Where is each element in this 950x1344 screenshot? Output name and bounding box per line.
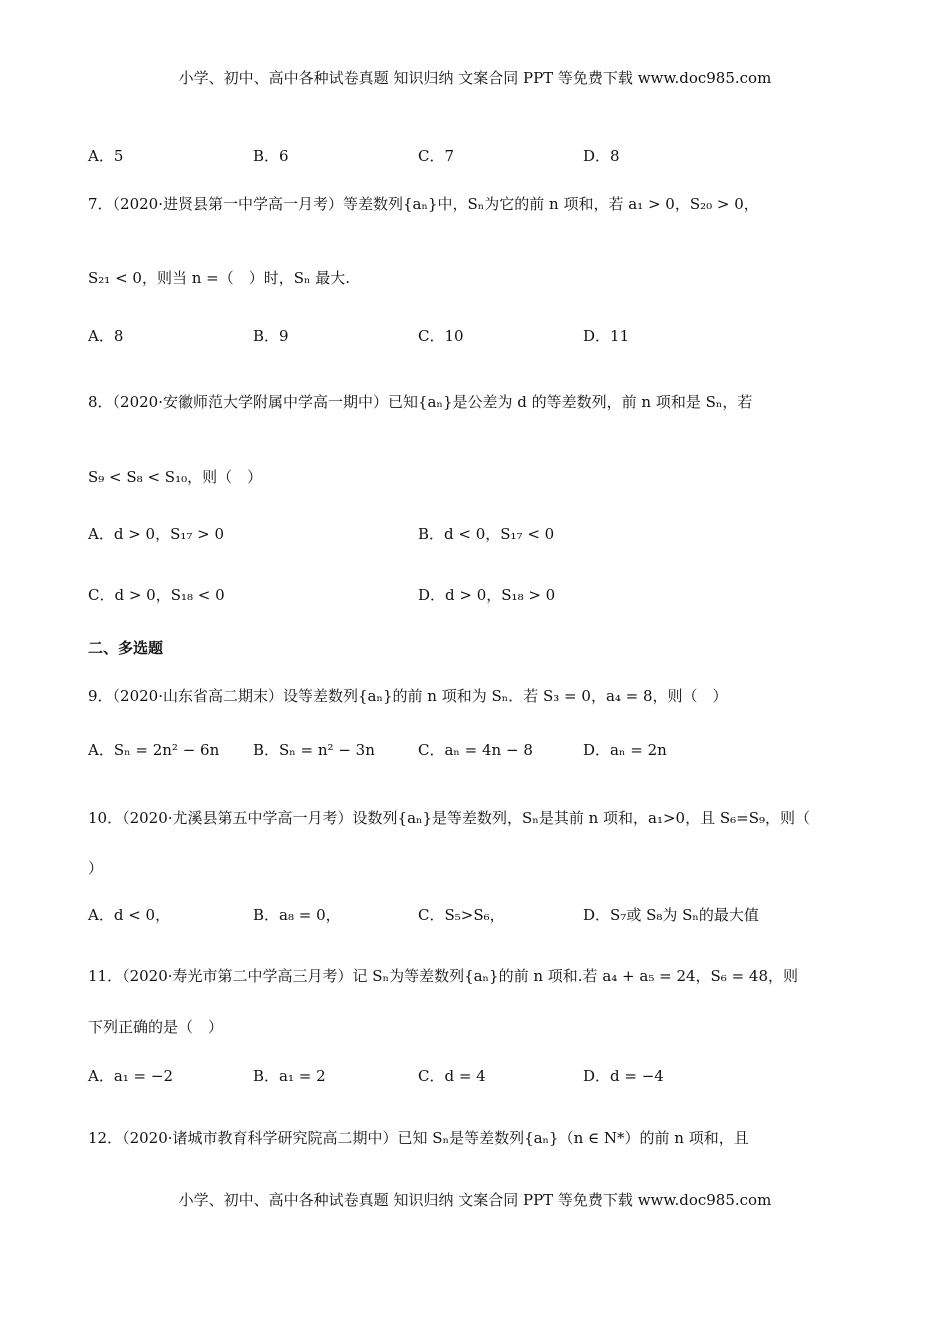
option-a: A．d > 0，S₁₇ > 0 xyxy=(88,525,225,543)
option-a: A．d < 0， xyxy=(88,906,171,924)
option-d: D．d > 0，S₁₈ > 0 xyxy=(418,586,556,604)
page-footer: 小学、初中、高中各种试卷真题 知识归纳 文案合同 PPT 等免费下载 www.doc985.com xyxy=(178,1191,772,1209)
option-a: A．8 xyxy=(88,327,124,345)
option-b: B．Sₙ = n² − 3n xyxy=(253,741,375,759)
question-text: 11．（2020·寿光市第二中学高三月考）记 Sₙ为等差数列{aₙ}的前 n 项和.若 a₄ + a₅ = 24，S₆ = 48，则 xyxy=(88,967,799,985)
option-b: B．a₈ = 0， xyxy=(253,906,341,924)
question-text: 10．（2020·尤溪县第五中学高一月考）设数列{aₙ}是等差数列，Sₙ是其前 n 项和，a₁>0，且 S₆=S₉，则（ xyxy=(88,809,810,827)
option-c: C．d = 4 xyxy=(418,1067,486,1085)
option-d: D．11 xyxy=(583,327,630,345)
question-text: 8．（2020·安徽师范大学附属中学高一期中）已知{aₙ}是公差为 d 的等差数列，前 n 项和是 Sₙ，若 xyxy=(88,393,753,411)
question-text: S₉ < S₈ < S₁₀，则（ ） xyxy=(88,468,263,486)
option-a: A．5 xyxy=(88,147,124,165)
option-d: D．aₙ = 2n xyxy=(583,741,667,759)
option-d: D．S₇或 S₈为 Sₙ的最大值 xyxy=(583,906,759,924)
question-text: 9．（2020·山东省高二期末）设等差数列{aₙ}的前 n 项和为 Sₙ．若 S₃ = 0，a₄ = 8，则（ ） xyxy=(88,687,728,705)
option-b: B．9 xyxy=(253,327,289,345)
option-d: D．8 xyxy=(583,147,620,165)
option-c: C．7 xyxy=(418,147,455,165)
option-b: B．6 xyxy=(253,147,289,165)
question-text: ） xyxy=(88,859,104,877)
question-text: 12．（2020·诸城市教育科学研究院高二期中）已知 Sₙ是等差数列{aₙ}（n ∈ N*）的前 n 项和，且 xyxy=(88,1129,749,1147)
question-text: 下列正确的是（ ） xyxy=(88,1018,224,1036)
option-b: B．a₁ = 2 xyxy=(253,1067,326,1085)
question-text: S₂₁ < 0，则当 n =（ ）时，Sₙ 最大. xyxy=(88,269,351,287)
option-d: D．d = −4 xyxy=(583,1067,664,1085)
page-header: 小学、初中、高中各种试卷真题 知识归纳 文案合同 PPT 等免费下载 www.doc985.com xyxy=(178,69,772,87)
option-b: B．d < 0，S₁₇ < 0 xyxy=(418,525,555,543)
question-text: 7．（2020·进贤县第一中学高一月考）等差数列{aₙ}中，Sₙ为它的前 n 项和，若 a₁ > 0，S₂₀ > 0， xyxy=(88,195,759,213)
option-a: A．a₁ = −2 xyxy=(88,1067,174,1085)
option-a: A．Sₙ = 2n² − 6n xyxy=(88,741,220,759)
option-c: C．aₙ = 4n − 8 xyxy=(418,741,533,759)
section-heading: 二、多选题 xyxy=(88,639,164,657)
option-c: C．10 xyxy=(418,327,464,345)
option-c: C．S₅>S₆， xyxy=(418,906,505,924)
option-c: C．d > 0，S₁₈ < 0 xyxy=(88,586,225,604)
